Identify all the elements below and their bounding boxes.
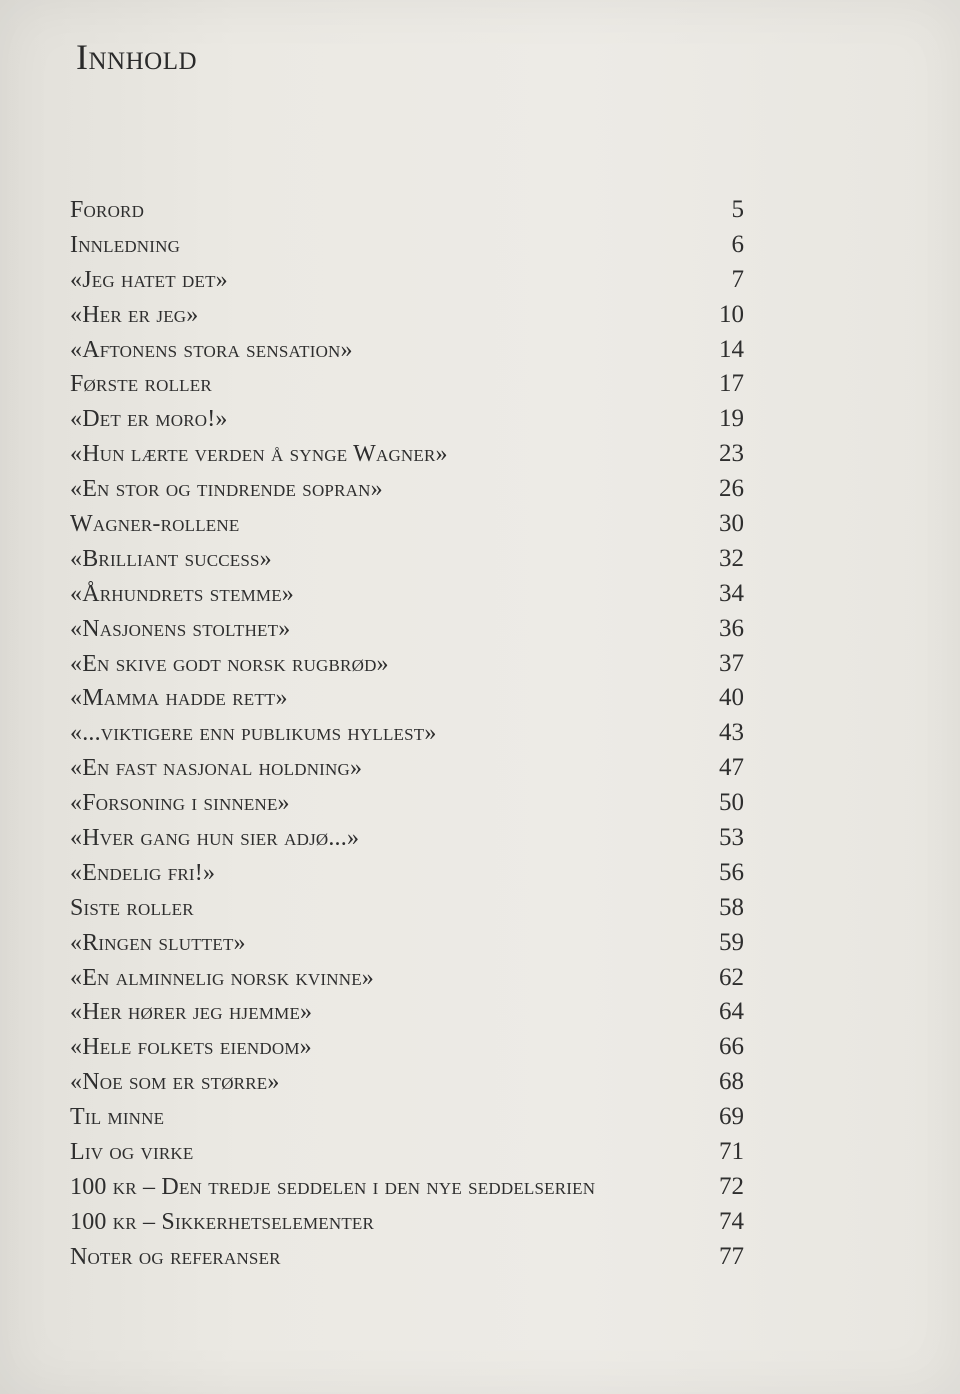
- toc-entry: [70, 440, 744, 475]
- toc-entry-title: «Brilliant success»: [70, 545, 272, 572]
- toc-entry: [70, 1033, 744, 1068]
- toc-entry-page-number: 19: [719, 405, 744, 433]
- toc-entry-title: «Nasjonens stolthet»: [70, 615, 291, 642]
- toc-entry: [70, 824, 744, 859]
- toc-entry-page-number: 72: [719, 1172, 744, 1200]
- toc-entry-title: 100 kr – Sikkerhetselementer: [70, 1208, 375, 1235]
- toc-entry-page-number: 71: [719, 1138, 744, 1166]
- toc-entry-page-number: 10: [719, 300, 744, 328]
- toc-entry: [70, 301, 744, 336]
- toc-entry-page-number: 40: [719, 684, 744, 712]
- toc-entry-title: «Endelig fri!»: [70, 859, 216, 886]
- toc-entry-title: Første roller: [70, 371, 212, 398]
- toc-entry: [70, 336, 744, 371]
- toc-entry-title: «Det er moro!»: [70, 406, 228, 433]
- toc-entry: [70, 266, 744, 301]
- toc-entry: [70, 684, 744, 719]
- toc-entry: [70, 894, 744, 929]
- toc-entry-title: «Her er jeg»: [70, 301, 199, 328]
- toc-entry-title: «Ringen sluttet»: [70, 929, 246, 956]
- toc-entry: [70, 1068, 744, 1103]
- toc-entry-page-number: 53: [719, 824, 744, 852]
- toc-entry-page-number: 56: [719, 858, 744, 886]
- toc-entry-page-number: 66: [719, 1033, 744, 1061]
- toc-entry-page-number: 69: [719, 1103, 744, 1131]
- toc-entry: [70, 510, 744, 545]
- toc-entry: [70, 231, 744, 266]
- toc-entry-title: «Aftonens stora sensation»: [70, 336, 353, 363]
- toc-entry: [70, 1173, 744, 1208]
- toc-entry-title: Til minne: [70, 1104, 165, 1131]
- toc-entry: [70, 475, 744, 510]
- toc-entry-page-number: 43: [719, 719, 744, 747]
- toc-entry-page-number: 34: [719, 579, 744, 607]
- toc-entry-title: Innledning: [70, 231, 181, 258]
- toc-entry: [70, 789, 744, 824]
- toc-entry: [70, 580, 744, 615]
- toc-entry-title: «En skive godt norsk rugbrød»: [70, 650, 389, 677]
- toc-entry-page-number: 47: [719, 754, 744, 782]
- toc-entry-page-number: 50: [719, 789, 744, 817]
- toc-entry-title: «Århundrets stemme»: [70, 580, 294, 607]
- toc-entry: [70, 615, 744, 650]
- toc-entry-title: «En fast nasjonal holdning»: [70, 755, 363, 782]
- toc-entry-page-number: 7: [731, 265, 744, 293]
- toc-entry: [70, 964, 744, 999]
- toc-entry-title: «Hver gang hun sier adjø...»: [70, 825, 360, 852]
- toc-entry-title: «Jeg hatet det»: [70, 266, 228, 293]
- toc-entry-page-number: 59: [719, 928, 744, 956]
- toc-entry-page-number: 64: [719, 998, 744, 1026]
- toc-entry-title: «Hele folkets eiendom»: [70, 1034, 312, 1061]
- toc-entry: [70, 545, 744, 580]
- toc-entry: [70, 370, 744, 405]
- toc-entry: [70, 929, 744, 964]
- toc-entry-title: «En stor og tindrende sopran»: [70, 476, 383, 503]
- table-of-contents: [70, 196, 744, 1278]
- toc-entry: [70, 1138, 744, 1173]
- toc-entry-page-number: 36: [719, 614, 744, 642]
- toc-entry-title: «Mamma hadde rett»: [70, 685, 288, 712]
- toc-entry: [70, 754, 744, 789]
- toc-entry-title: Noter og referanser: [70, 1243, 281, 1270]
- toc-entry-title: 100 kr – Den tredje seddelen i den nye seddelserien: [70, 1173, 596, 1200]
- toc-entry-page-number: 68: [719, 1068, 744, 1096]
- toc-entry: [70, 405, 744, 440]
- toc-entry-page-number: 14: [719, 335, 744, 363]
- toc-entry-page-number: 30: [719, 510, 744, 538]
- toc-entry-page-number: 6: [731, 230, 744, 258]
- toc-entry-title: Forord: [70, 197, 145, 223]
- toc-entry-page-number: 77: [719, 1242, 744, 1270]
- toc-entry-title: «Her hører jeg hjemme»: [70, 999, 313, 1026]
- toc-entry-page-number: 58: [719, 893, 744, 921]
- toc-entry-title: «Hun lærte verden å synge Wagner»: [70, 441, 448, 468]
- toc-entry-page-number: 74: [719, 1207, 744, 1235]
- toc-entry-title: Liv og virke: [70, 1139, 194, 1166]
- toc-entry-title: «Noe som er større»: [70, 1069, 280, 1096]
- toc-entry: [70, 1243, 744, 1278]
- toc-entry-page-number: 26: [719, 475, 744, 503]
- toc-entry-page-number: 23: [719, 440, 744, 468]
- toc-entry-page-number: 62: [719, 963, 744, 991]
- toc-entry-title: Siste roller: [70, 894, 194, 921]
- toc-entry: [70, 998, 744, 1033]
- toc-entry: [70, 1103, 744, 1138]
- toc-entry: [70, 196, 744, 231]
- toc-entry-page-number: 32: [719, 544, 744, 572]
- toc-entry-page-number: 17: [719, 370, 744, 398]
- toc-entry-title: «Forsoning i sinnene»: [70, 790, 290, 817]
- toc-entry-title: Wagner-rollene: [70, 511, 240, 538]
- toc-entry-page-number: 5: [731, 196, 744, 223]
- toc-entry: [70, 650, 744, 685]
- toc-entry: [70, 859, 744, 894]
- toc-entry-page-number: 37: [719, 649, 744, 677]
- toc-entry-title: «En alminnelig norsk kvinne»: [70, 964, 375, 991]
- toc-entry-title: «...viktigere enn publikums hyllest»: [70, 720, 437, 747]
- page-title: Innhold: [76, 37, 198, 77]
- toc-entry: [70, 719, 744, 754]
- toc-entry: [70, 1208, 744, 1243]
